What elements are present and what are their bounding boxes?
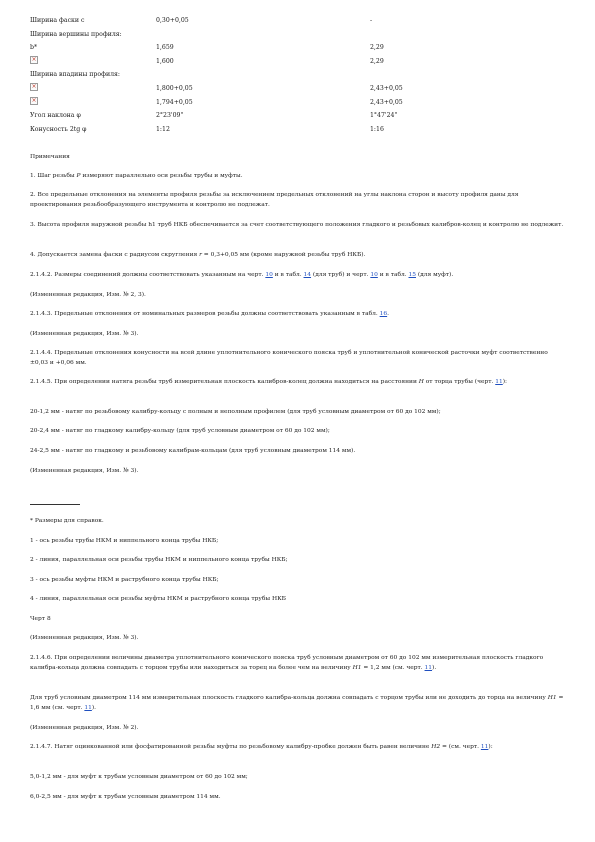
- param-value-col3: 1°47'24": [370, 112, 398, 120]
- param-value-col2: 1,659: [156, 44, 174, 52]
- table-16-link[interactable]: 16: [379, 311, 388, 317]
- param-value-col3: 2,43+0,05: [370, 98, 403, 106]
- table-row: [30, 123, 570, 137]
- drawing-11-link[interactable]: 11: [84, 704, 92, 711]
- legend-item: 3 - ось резьбы муфты НКМ и раструбного конца трубы НКБ;: [30, 577, 219, 583]
- param-value-col2: 1,794+0,05: [156, 98, 193, 106]
- param-value-col3: 2,29: [370, 57, 384, 65]
- param-label: Угол наклона φ: [30, 112, 81, 120]
- legend-item: 4 - линия, параллельная оси резьбы муфты НКМ и раструбного конца трубы НКБ: [30, 596, 286, 602]
- figure-caption: Черт 8: [30, 616, 51, 622]
- clause-2-1-4-5: 2.1.4.5. При определении натяга резьбы труб измерительная плоскость калибров-колец должна находиться на расстоянии H от торца трубы (черт. 11):: [30, 379, 508, 385]
- document-page: [30, 14, 570, 800]
- broken-image-icon: ×: [31, 83, 37, 91]
- param-value-col2: 2°23'09": [156, 112, 184, 120]
- list-item: 20-1,2 мм - натяг по резьбовому калибру-кольцу с полным и неполным профилем (для труб условным диаметром от 60 до 102 мм);: [30, 409, 441, 415]
- param-value-col2: 1,600: [156, 57, 174, 65]
- note-item-3: 3. Высота профиля наружной резьбы h1 труб НКБ обеспечивается за счет соответствующего положения гладкого и резьбовых калибров-колец и контролю не подлежит.: [30, 222, 564, 228]
- table-row: [30, 96, 570, 110]
- clause-2-1-4-6-b: Для труб условным диаметром 114 мм измерительная плоскость гладкого калибра-кольца должна совпадать с торцом трубы или не доходить до торца на величину H1 = 1,6 мм (см. черт. 11).: [30, 695, 564, 711]
- drawing-10-link-2[interactable]: 10: [370, 272, 378, 278]
- table-subheader: [30, 68, 570, 82]
- profile-parameters-table: [30, 14, 570, 136]
- table-row: [30, 41, 570, 55]
- param-value-col2: 1,800+0,05: [156, 84, 193, 92]
- legend-item: 2 - линия, параллельная оси резьбы трубы НКМ и ниппельного конца трубы НКБ;: [30, 557, 288, 563]
- clause-2-1-4-7: 2.1.4.7. Натяг оцинкованной или фосфатированной резьбы муфты по резьбовому калибру-пробке должен быть равен величине H2 = (см. черт. 11):: [30, 744, 493, 750]
- broken-image-icon: ×: [31, 56, 37, 64]
- list-item: 6,0-2,5 мм - для муфт к трубам условным диаметром 114 мм.: [30, 794, 221, 800]
- drawing-10-link[interactable]: 10: [265, 272, 273, 278]
- list-item: 24-2,5 мм - натяг по гладкому и резьбовому калибрам-кольцам (для труб условным диаметром 114 мм).: [30, 448, 356, 454]
- footnote-divider: [30, 504, 80, 505]
- param-label: b*: [30, 44, 38, 52]
- list-item: 5,0-1,2 мм - для муфт к трубам условным диаметром от 60 до 102 мм;: [30, 774, 248, 780]
- amendment-note: (Измененная редакция, Изм. № 2).: [30, 725, 139, 731]
- param-value-col3: 1:16: [370, 125, 384, 133]
- clause-2-1-4-6: 2.1.4.6. При определении величины диаметра уплотнительного конического пояска труб условным диаметром от 60 до 102 мм измерительная плоскость гладкого калибра-кольца должна совпадать с торцом трубы или находиться за торец на более чем на величину H1 = 1,2 мм (см. черт. 11).: [30, 655, 544, 671]
- broken-image-icon: ×: [31, 97, 37, 105]
- amendment-note: (Измененная редакция, Изм. № 3).: [30, 635, 139, 641]
- param-value-col2: 0,30+0,05: [156, 17, 189, 24]
- param-value-col3: 2,43+0,05: [370, 84, 403, 92]
- table-15-link[interactable]: 15: [408, 272, 416, 278]
- amendment-note: (Измененная редакция, Изм. № 2, 3).: [30, 292, 146, 298]
- param-label: Конусность 2tg φ: [30, 125, 87, 133]
- param-group-label: Ширина впадины профиля:: [30, 71, 120, 79]
- clause-2-1-4-3: 2.1.4.3. Предельные отклонения от номинальных размеров резьбы должны соответствовать указанным в табл. 16.: [30, 311, 389, 317]
- param-label: Ширина фаски c: [30, 17, 85, 24]
- note-item-4: 4. Допускается замена фаски с радиусом скругления r = 0,3+0,05 мм (кроме наружной резьбы труб НКБ).: [30, 252, 366, 258]
- table-row: [30, 82, 570, 96]
- list-item: 20-2,4 мм - натяг по гладкому калибру-кольцу (для труб условным диаметром от 60 до 102 мм);: [30, 428, 330, 434]
- param-group-label: Ширина вершины профиля:: [30, 30, 122, 38]
- drawing-11-link[interactable]: 11: [424, 664, 433, 671]
- table-row: [30, 109, 570, 123]
- amendment-note: (Измененная редакция, Изм. № 3).: [30, 331, 139, 337]
- table-row: [30, 14, 570, 28]
- amendment-note: (Измененная редакция, Изм. № 3).: [30, 468, 139, 474]
- drawing-11-link[interactable]: 11: [480, 744, 489, 750]
- param-value-col3: 2,29: [370, 44, 384, 52]
- drawing-11-link[interactable]: 11: [495, 379, 503, 385]
- footnote-star: * Размеры для справок.: [30, 518, 104, 524]
- note-item-2: 2. Все предельные отклонения на элементы профиля резьбы за исключением предельных отклонений на углы наклона сторон и высоту профиля даны для проектирования резьбообразующего инструмента и контролю не подлежат.: [30, 192, 519, 208]
- notes-heading: Примечания: [30, 154, 70, 160]
- table-14-link[interactable]: 14: [303, 272, 312, 278]
- param-value-col3: -: [370, 17, 373, 24]
- param-value-col2: 1:12: [156, 125, 170, 133]
- legend-item: 1 - ось резьбы трубы НКМ и ниппельного конца трубы НКБ;: [30, 538, 219, 544]
- table-subheader: [30, 28, 570, 42]
- clause-2-1-4-2: 2.1.4.2. Размеры соединений должны соответствовать указанным на черт. 10 и в табл. 14 (для труб) и черт. 10 и в табл. 15 (для муфт).: [30, 272, 454, 278]
- table-row: [30, 55, 570, 69]
- clause-2-1-4-4: 2.1.4.4. Предельные отклонения конусности на всей длине уплотнительного конического пояска труб и уплотнительной конической расточки муфт соответственно ±0,03 и +0,06 мм.: [30, 350, 548, 366]
- note-item-1: 1. Шаг резьбы P измеряют параллельно оси резьбы трубы и муфты.: [30, 173, 243, 179]
